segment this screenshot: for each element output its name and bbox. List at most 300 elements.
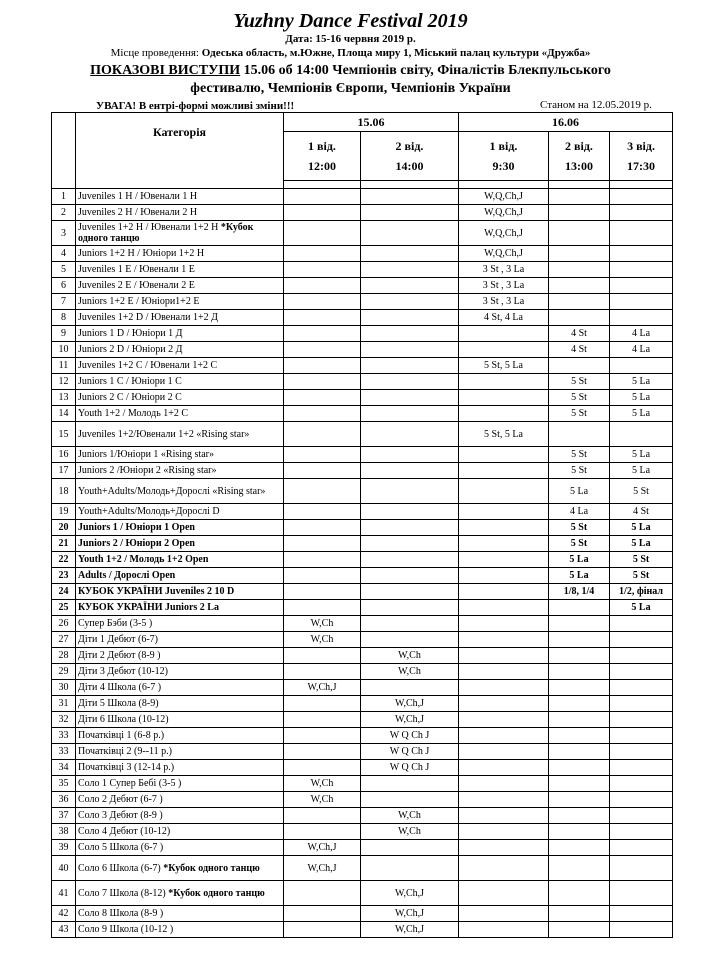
schedule-cell — [610, 712, 673, 728]
headline-rest: 15.06 об 14:00 Чемпіонів світу, Фіналістів Блекпульського — [243, 63, 611, 78]
schedule-cell: 4 St — [549, 342, 610, 358]
schedule-cell — [284, 422, 361, 447]
category-name: Juveniles 1 E / Ювенали 1 E — [78, 264, 195, 275]
schedule-cell: 1/2, фінал — [610, 584, 673, 600]
schedule-cell — [549, 632, 610, 648]
table-row — [52, 881, 673, 906]
schedule-cell — [284, 406, 361, 422]
schedule-cell: 5 La — [610, 520, 673, 536]
table-row — [52, 680, 673, 696]
schedule-cell — [284, 463, 361, 479]
schedule-cell — [284, 664, 361, 680]
table-row — [52, 792, 673, 808]
schedule-cell — [361, 326, 459, 342]
status-date: Станом на 12.05.2019 р. — [540, 99, 652, 111]
schedule-cell — [361, 189, 459, 205]
schedule-cell — [361, 358, 459, 374]
schedule-cell — [610, 840, 673, 856]
schedule-cell — [361, 520, 459, 536]
row-number: 12 — [52, 374, 76, 390]
row-number: 16 — [52, 447, 76, 463]
category-name: Juveniles 2 E / Ювенали 2 E — [78, 280, 195, 291]
table-row — [52, 728, 673, 744]
row-number: 43 — [52, 922, 76, 938]
category-name: Juniors 1 / Юніори 1 Open — [78, 522, 195, 533]
category-name: Adults / Дорослі Open — [78, 570, 176, 581]
table-row — [52, 760, 673, 776]
schedule-cell — [549, 205, 610, 221]
table-row — [52, 536, 673, 552]
schedule-cell: W,Ch,J — [361, 712, 459, 728]
schedule-cell: W,Q,Ch,J — [459, 221, 549, 246]
schedule-cell — [549, 712, 610, 728]
schedule-cell — [549, 906, 610, 922]
schedule-cell: 5 La — [549, 568, 610, 584]
schedule-cell: W Q Ch J — [361, 744, 459, 760]
schedule-cell — [610, 189, 673, 205]
schedule-cell: 5 St — [549, 463, 610, 479]
row-number: 20 — [52, 520, 76, 536]
category-note: *Кубок одного танцю — [78, 222, 254, 244]
schedule-cell: 5 La — [610, 447, 673, 463]
category-name: Juniors 1 C / Юніори 1 C — [78, 376, 182, 387]
table-row — [52, 616, 673, 632]
row-number: 1 — [52, 189, 76, 205]
schedule-body — [52, 189, 673, 938]
category-cell — [76, 310, 284, 326]
category-cell — [76, 881, 284, 906]
table-row — [52, 310, 673, 326]
schedule-cell — [284, 760, 361, 776]
row-number: 42 — [52, 906, 76, 922]
schedule-cell — [459, 696, 549, 712]
schedule-cell — [610, 422, 673, 447]
category-name: КУБОК УКРАЇНИ Juveniles 2 10 D — [78, 586, 235, 597]
table-row — [52, 504, 673, 520]
schedule-cell — [610, 728, 673, 744]
schedule-cell — [459, 856, 549, 881]
schedule-cell: 5 La — [610, 390, 673, 406]
headline-underlined: ПОКАЗОВІ ВИСТУПИ — [90, 63, 241, 78]
schedule-cell — [284, 520, 361, 536]
table-row — [52, 808, 673, 824]
category-cell — [76, 824, 284, 840]
table-row — [52, 922, 673, 938]
schedule-cell: 5 St — [549, 374, 610, 390]
schedule-cell: 5 La — [610, 600, 673, 616]
schedule-cell — [284, 648, 361, 664]
slot-header: 2 від. 13:00 — [549, 132, 610, 181]
schedule-cell: W Q Ch J — [361, 760, 459, 776]
schedule-cell — [549, 792, 610, 808]
schedule-cell — [549, 246, 610, 262]
row-number: 24 — [52, 584, 76, 600]
schedule-cell: 5 St, 5 La — [459, 358, 549, 374]
event-venue — [0, 47, 701, 59]
category-cell — [76, 584, 284, 600]
schedule-cell — [361, 552, 459, 568]
schedule-cell: W,Ch — [284, 632, 361, 648]
schedule-cell — [284, 922, 361, 938]
category-cell — [76, 856, 284, 881]
category-cell — [76, 262, 284, 278]
schedule-cell — [459, 744, 549, 760]
table-row — [52, 712, 673, 728]
table-row — [52, 342, 673, 358]
schedule-cell — [459, 906, 549, 922]
category-cell — [76, 712, 284, 728]
category-name: Соло 2 Дебют (6-7 ) — [78, 794, 163, 805]
category-name: Соло 7 Школа (8-12) — [78, 887, 166, 899]
event-dates: Дата: 15-16 червня 2019 р. — [285, 33, 416, 45]
schedule-cell — [549, 422, 610, 447]
schedule-cell — [549, 744, 610, 760]
table-row — [52, 632, 673, 648]
row-number: 36 — [52, 792, 76, 808]
schedule-cell — [549, 728, 610, 744]
table-row — [52, 326, 673, 342]
schedule-cell — [459, 680, 549, 696]
schedule-cell: 5 St — [610, 568, 673, 584]
category-name: Соло 5 Школа (6-7 ) — [78, 842, 164, 853]
schedule-cell — [284, 326, 361, 342]
schedule-cell — [361, 422, 459, 447]
schedule-cell — [361, 278, 459, 294]
spacer-cell — [284, 181, 361, 189]
category-name: Соло 1 Супер Бебі (3-5 ) — [78, 778, 182, 789]
category-cell — [76, 479, 284, 504]
schedule-cell — [284, 584, 361, 600]
category-cell — [76, 221, 284, 246]
schedule-cell: W,Ch,J — [284, 680, 361, 696]
schedule-cell — [361, 390, 459, 406]
schedule-cell — [549, 680, 610, 696]
schedule-cell — [361, 221, 459, 246]
schedule-table — [51, 112, 673, 938]
category-name: Діти 3 Дебют (10-12) — [78, 666, 168, 677]
category-name: Juniors 1 D / Юніори 1 Д — [78, 328, 183, 339]
category-cell — [76, 358, 284, 374]
schedule-cell: W,Ch — [361, 648, 459, 664]
schedule-cell — [459, 504, 549, 520]
row-number: 29 — [52, 664, 76, 680]
schedule-cell — [549, 808, 610, 824]
schedule-cell — [459, 374, 549, 390]
headline-line-1 — [0, 63, 701, 79]
schedule-cell — [284, 221, 361, 246]
category-cell — [76, 390, 284, 406]
row-number: 3 — [52, 221, 76, 246]
row-number: 9 — [52, 326, 76, 342]
schedule-cell — [549, 221, 610, 246]
schedule-cell — [284, 568, 361, 584]
category-name: Youth 1+2 / Молодь 1+2 Open — [78, 554, 209, 565]
schedule-cell — [284, 278, 361, 294]
row-number: 17 — [52, 463, 76, 479]
schedule-cell: 4 La — [549, 504, 610, 520]
category-cell — [76, 648, 284, 664]
schedule-cell — [284, 600, 361, 616]
category-name: Youth 1+2 / Молодь 1+2 C — [78, 408, 189, 419]
schedule-cell — [459, 463, 549, 479]
category-name: Діти 4 Школа (6-7 ) — [78, 682, 162, 693]
schedule-cell — [459, 447, 549, 463]
category-name: Juniors 2 D / Юніори 2 Д — [78, 344, 183, 355]
schedule-cell: W,Ch — [361, 808, 459, 824]
schedule-cell — [284, 881, 361, 906]
schedule-cell — [549, 262, 610, 278]
category-cell — [76, 552, 284, 568]
row-number: 8 — [52, 310, 76, 326]
category-cell — [76, 792, 284, 808]
category-name: Соло 3 Дебют (8-9 ) — [78, 810, 163, 821]
schedule-cell — [361, 856, 459, 881]
table-row — [52, 648, 673, 664]
warning-text: УВАГА! В ентрі-формі можливі зміни!!! — [96, 100, 295, 112]
schedule-cell: W,Q,Ch,J — [459, 189, 549, 205]
schedule-cell — [549, 922, 610, 938]
spacer-cell — [610, 181, 673, 189]
schedule-cell: 4 La — [610, 326, 673, 342]
category-cell — [76, 205, 284, 221]
schedule-cell: W,Ch — [284, 792, 361, 808]
schedule-cell: 5 La — [549, 552, 610, 568]
table-row — [52, 262, 673, 278]
schedule-cell — [459, 728, 549, 744]
table-row — [52, 447, 673, 463]
schedule-cell — [284, 390, 361, 406]
schedule-cell: W,Ch — [361, 664, 459, 680]
schedule-cell — [610, 856, 673, 881]
schedule-cell — [284, 447, 361, 463]
category-name: Початківці 3 (12-14 р.) — [78, 762, 175, 773]
category-cell — [76, 568, 284, 584]
row-number: 6 — [52, 278, 76, 294]
schedule-cell — [549, 664, 610, 680]
category-cell — [76, 422, 284, 447]
schedule-cell — [549, 278, 610, 294]
schedule-cell — [459, 326, 549, 342]
schedule-cell — [459, 881, 549, 906]
schedule-cell: 3 St , 3 La — [459, 294, 549, 310]
spacer-cell — [361, 181, 459, 189]
slot-header: 3 від. 17:30 — [610, 132, 673, 181]
schedule-cell: 5 St — [549, 520, 610, 536]
schedule-cell: 4 St — [549, 326, 610, 342]
schedule-cell — [459, 632, 549, 648]
schedule-cell — [549, 760, 610, 776]
row-number: 33 — [52, 728, 76, 744]
schedule-cell — [361, 792, 459, 808]
category-name: КУБОК УКРАЇНИ Juniors 2 La — [78, 602, 219, 613]
category-cell — [76, 616, 284, 632]
table-row — [52, 189, 673, 205]
table-row — [52, 906, 673, 922]
schedule-cell — [284, 479, 361, 504]
schedule-cell — [284, 342, 361, 358]
table-row — [52, 374, 673, 390]
schedule-cell — [459, 760, 549, 776]
schedule-cell — [549, 294, 610, 310]
category-name: Соло 8 Школа (8-9 ) — [78, 908, 164, 919]
schedule-cell: 5 St, 5 La — [459, 422, 549, 447]
schedule-cell — [610, 632, 673, 648]
table-row — [52, 358, 673, 374]
slot-header: 1 від. 9:30 — [459, 132, 549, 181]
schedule-cell: 3 St , 3 La — [459, 262, 549, 278]
schedule-cell — [284, 374, 361, 390]
schedule-cell — [361, 584, 459, 600]
table-row — [52, 664, 673, 680]
schedule-cell — [459, 840, 549, 856]
category-name: Youth+Adults/Молодь+Дорослі D — [78, 506, 220, 517]
schedule-cell — [284, 712, 361, 728]
category-name: Juniors 2 /Юніори 2 «Rising star» — [78, 465, 217, 476]
spacer-cell — [549, 181, 610, 189]
category-cell — [76, 744, 284, 760]
schedule-cell — [284, 696, 361, 712]
slot-header: 1 від. 12:00 — [284, 132, 361, 181]
schedule-cell — [284, 246, 361, 262]
category-note: *Кубок одного танцю — [163, 862, 260, 874]
schedule-cell — [549, 648, 610, 664]
category-cell — [76, 680, 284, 696]
schedule-cell — [459, 568, 549, 584]
row-number: 7 — [52, 294, 76, 310]
category-name: Juniors 2 C / Юніори 2 C — [78, 392, 182, 403]
category-cell — [76, 504, 284, 520]
schedule-cell — [610, 358, 673, 374]
row-number: 30 — [52, 680, 76, 696]
row-number: 39 — [52, 840, 76, 856]
schedule-cell: W,Ch,J — [284, 840, 361, 856]
schedule-cell — [284, 808, 361, 824]
row-number: 32 — [52, 712, 76, 728]
schedule-cell — [459, 808, 549, 824]
schedule-cell — [361, 536, 459, 552]
category-name: Діти 5 Школа (8-9) — [78, 698, 159, 709]
schedule-cell — [610, 205, 673, 221]
schedule-cell — [549, 358, 610, 374]
category-name: Juveniles 1+2/Ювенали 1+2 «Rising star» — [78, 428, 250, 440]
schedule-cell — [459, 922, 549, 938]
schedule-cell — [459, 584, 549, 600]
schedule-cell — [284, 728, 361, 744]
schedule-cell — [459, 824, 549, 840]
schedule-cell: W,Ch — [361, 824, 459, 840]
schedule-cell — [459, 536, 549, 552]
schedule-cell: 4 La — [610, 342, 673, 358]
row-number: 5 — [52, 262, 76, 278]
category-name: Juniors 1+2 E / Юніори1+2 E — [78, 296, 200, 307]
table-row — [52, 696, 673, 712]
schedule-cell — [459, 552, 549, 568]
schedule-cell — [610, 262, 673, 278]
schedule-cell — [361, 406, 459, 422]
category-cell — [76, 776, 284, 792]
table-row — [52, 776, 673, 792]
schedule-cell — [610, 696, 673, 712]
schedule-cell — [610, 881, 673, 906]
schedule-cell: 5 St — [549, 406, 610, 422]
schedule-cell: W,Q,Ch,J — [459, 246, 549, 262]
row-number: 15 — [52, 422, 76, 447]
category-name: Діти 6 Школа (10-12) — [78, 714, 169, 725]
schedule-cell — [549, 776, 610, 792]
category-cell — [76, 664, 284, 680]
category-name: Juveniles 1+2 D / Ювенали 1+2 Д — [78, 312, 218, 323]
schedule-cell: W,Ch,J — [284, 856, 361, 881]
category-name: Juniors 2 / Юніори 2 Open — [78, 538, 195, 549]
table-row — [52, 422, 673, 447]
schedule-cell — [284, 906, 361, 922]
row-number: 13 — [52, 390, 76, 406]
row-number: 33 — [52, 744, 76, 760]
schedule-cell — [610, 221, 673, 246]
schedule-cell: 5 St — [549, 390, 610, 406]
category-cell — [76, 342, 284, 358]
schedule-cell: 1/8, 1/4 — [549, 584, 610, 600]
category-cell — [76, 632, 284, 648]
schedule-cell — [361, 616, 459, 632]
row-number: 11 — [52, 358, 76, 374]
schedule-cell: 5 St — [610, 479, 673, 504]
number-header-cell — [52, 113, 76, 189]
schedule-cell: W,Ch,J — [361, 881, 459, 906]
category-cell — [76, 520, 284, 536]
row-number: 19 — [52, 504, 76, 520]
schedule-cell — [361, 680, 459, 696]
category-name: Juveniles 1+2 H / Ювенали 1+2 H — [78, 222, 219, 233]
row-number: 21 — [52, 536, 76, 552]
schedule-cell: 5 La — [610, 406, 673, 422]
schedule-cell — [284, 189, 361, 205]
schedule-cell — [284, 504, 361, 520]
category-name: Супер Бэби (3-5 ) — [78, 618, 153, 629]
schedule-cell — [361, 310, 459, 326]
row-number: 4 — [52, 246, 76, 262]
schedule-cell — [459, 406, 549, 422]
schedule-cell — [284, 824, 361, 840]
category-name: Juveniles 2 H / Ювенали 2 H — [78, 207, 198, 218]
schedule-cell: 4 St, 4 La — [459, 310, 549, 326]
category-name: Youth+Adults/Молодь+Дорослі «Rising star» — [78, 485, 266, 497]
table-row — [52, 856, 673, 881]
category-cell — [76, 447, 284, 463]
table-row — [52, 568, 673, 584]
schedule-cell — [549, 600, 610, 616]
schedule-cell — [361, 463, 459, 479]
schedule-cell — [610, 680, 673, 696]
schedule-cell — [459, 776, 549, 792]
schedule-cell — [459, 616, 549, 632]
schedule-cell — [549, 616, 610, 632]
table-row — [52, 520, 673, 536]
day2-header: 16.06 — [459, 113, 673, 132]
schedule-cell — [361, 840, 459, 856]
category-cell — [76, 536, 284, 552]
schedule-cell: 5 La — [549, 479, 610, 504]
category-cell — [76, 326, 284, 342]
schedule-cell: 5 St — [549, 447, 610, 463]
schedule-cell — [284, 205, 361, 221]
schedule-cell — [459, 600, 549, 616]
category-name: Соло 9 Школа (10-12 ) — [78, 924, 174, 935]
schedule-cell — [361, 447, 459, 463]
schedule-cell: 5 La — [610, 463, 673, 479]
category-name: Діти 2 Дебют (8-9 ) — [78, 650, 161, 661]
schedule-cell — [610, 906, 673, 922]
